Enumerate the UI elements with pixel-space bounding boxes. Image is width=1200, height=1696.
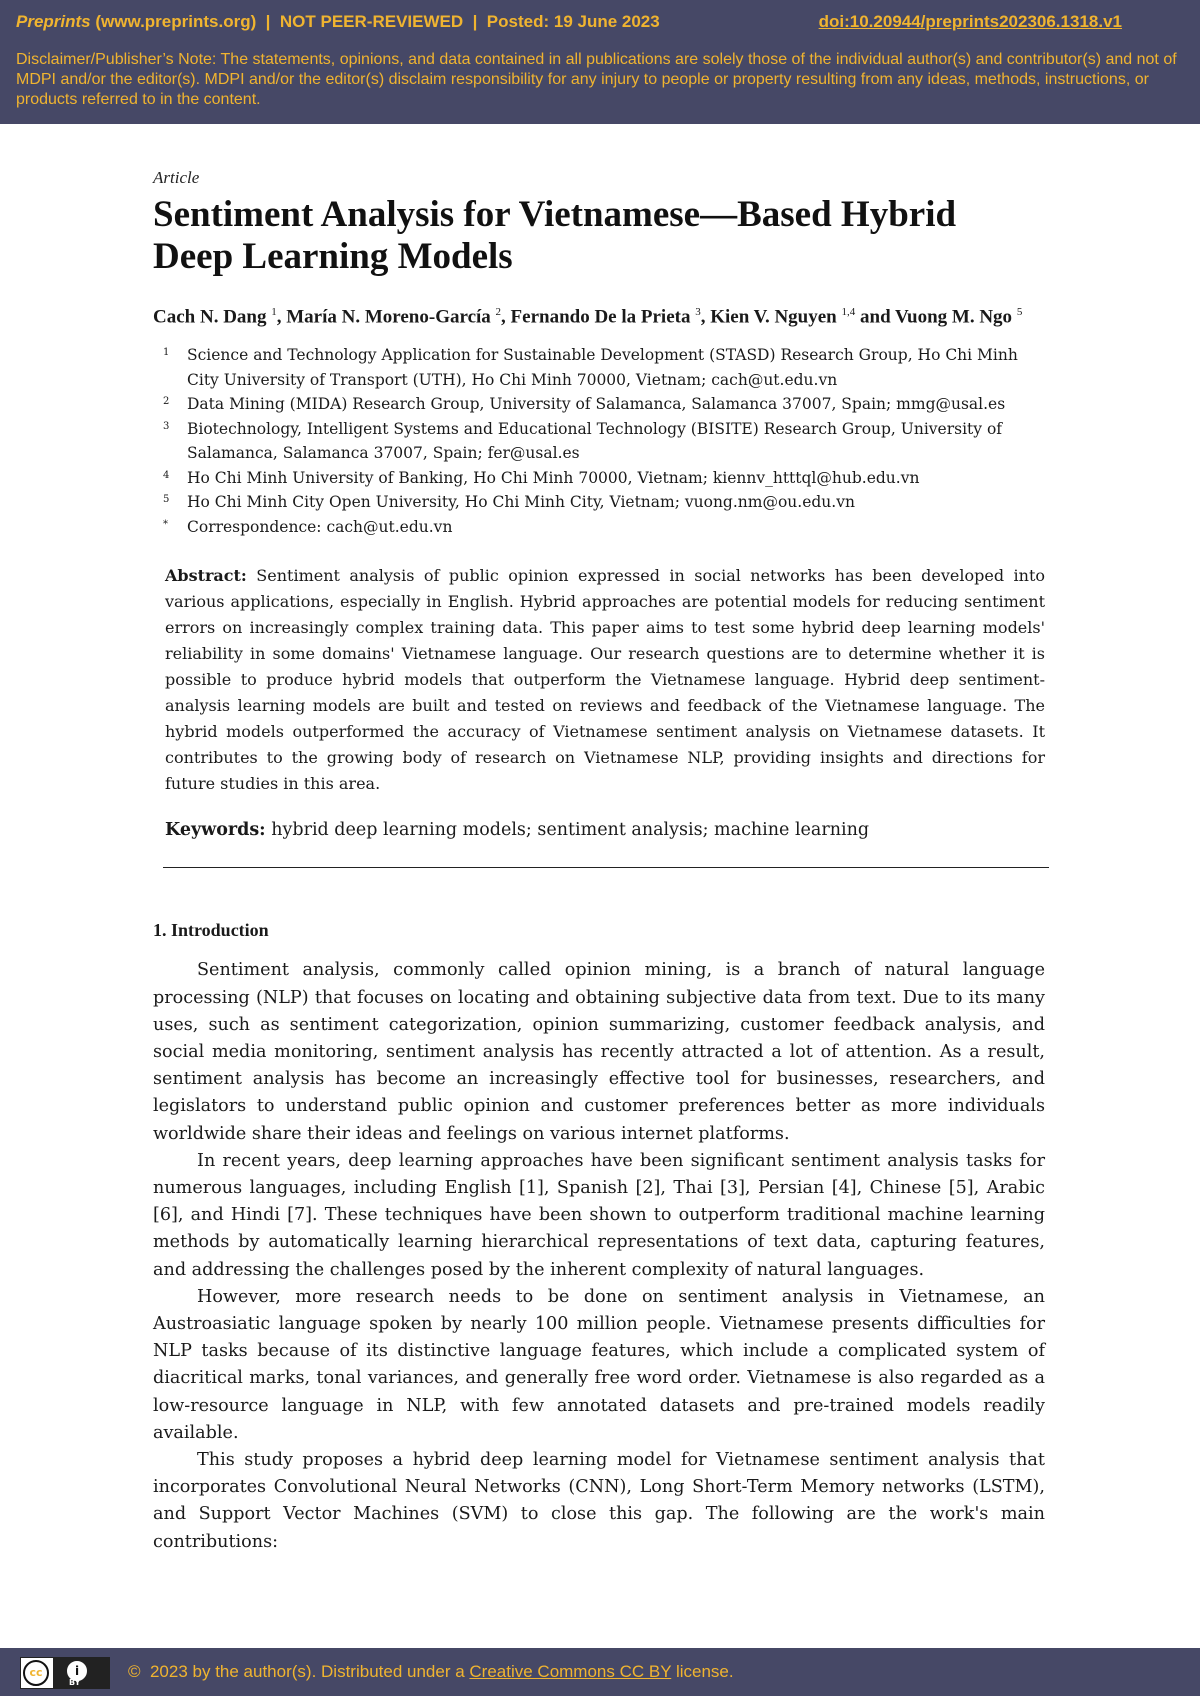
author-separator: ,	[276, 306, 287, 328]
author-name: Vuong M. Ngo	[895, 306, 1013, 328]
affiliation-item	[163, 392, 1045, 417]
abstract	[165, 563, 1045, 797]
posted-date: Posted: 19 June 2023	[486, 12, 660, 31]
affiliation-text: Ho Chi Minh University of Banking, Ho Chi Minh 70000, Vietnam; kiennv_htttql@hub.edu.vn	[187, 468, 920, 487]
creative-commons-icon: cc	[23, 1660, 49, 1686]
publisher-disclaimer: Disclaimer/Publisher’s Note: The statements, opinions, and data contained in all publications are solely those of the individual author(s) and contributor(s) and not of MDPI and/or the editor(s). MDPI and/or the editor(s) disclaim responsibility for any injury to people or property resulting from any ideas, methods, instructions, or products referred to in the content.	[16, 51, 1177, 108]
author-name: Cach N. Dang	[153, 306, 267, 328]
author-affiliation-mark: 2	[495, 306, 502, 318]
attribution-panel	[53, 1658, 109, 1688]
abstract-label: Abstract:	[165, 566, 247, 586]
affiliation-item	[163, 466, 1045, 491]
body-paragraph: This study proposes a hybrid deep learning model for Vietnamese sentiment analysis that incorporates Convolutional Neural Networks (CNN), Long Short-Term Memory networks (LSTM), and Support Vector Machines (SVM) to close this gap. The following are the work's main contributions:	[153, 1449, 1045, 1552]
author-affiliation-mark: 1,4	[841, 306, 856, 318]
author-affiliation-mark: 1	[271, 306, 277, 318]
affiliation-text: Science and Technology Application for Sustainable Development (STASD) Research Group, Ho Chi Minh City University of Transport (UTH), Ho Chi Minh 70000, Vietnam; cach@ut.edu.vn	[187, 346, 1018, 389]
doi-link[interactable]: doi:10.20944/preprints202306.1318.v1	[818, 12, 1122, 31]
section-heading: 1. Introduction	[153, 920, 269, 941]
affiliation-item	[163, 343, 1045, 392]
affiliation-text: Ho Chi Minh City Open University, Ho Chi Minh City, Vietnam; vuong.nm@ou.edu.vn	[187, 493, 855, 512]
affiliation-number: 5	[163, 494, 170, 506]
separator: |	[256, 12, 280, 31]
license-footer	[0, 1648, 1200, 1696]
author-separator: ,	[501, 306, 511, 328]
affiliation-number: 1	[163, 347, 170, 359]
author-name: Fernando De la Prieta	[510, 306, 691, 328]
license-statement	[128, 1662, 734, 1682]
body-paragraph: In recent years, deep learning approaches have been significant sentiment analysis tasks for numerous languages, including English [1], Spanish [2], Thai [3], Persian [4], Chinese [5], Arabic [6], and Hindi [7]. These techniques have been shown to outperform traditional machine learning methods by automatically learning hierarchical representations of text data, capturing features, and addressing the challenges posed by the inherent complexity of natural languages.	[153, 1150, 1045, 1280]
affiliation-text: Data Mining (MIDA) Research Group, University of Salamanca, Salamanca 37007, Spain; mmg@usal.es	[187, 395, 1006, 414]
site-url[interactable]: (www.preprints.org)	[90, 12, 257, 31]
correspondence-text: Correspondence: cach@ut.edu.vn	[187, 517, 453, 536]
author-affiliation-mark: 5	[1016, 306, 1023, 318]
affiliation-item	[163, 490, 1045, 515]
preprint-header-banner	[0, 0, 1200, 124]
correspondence-item	[163, 515, 1045, 540]
article-type: Article	[153, 168, 200, 187]
attribution-label: BY	[69, 1678, 81, 1687]
cc-by-license-icon[interactable]	[20, 1657, 110, 1689]
affiliation-item	[163, 417, 1045, 466]
brand-name: Preprints	[16, 12, 91, 31]
copyright-text: © 2023 by the author(s). Distributed under a	[128, 1662, 470, 1681]
author-name: María N. Moreno-García	[286, 306, 491, 328]
separator: |	[463, 12, 487, 31]
article-body	[153, 168, 1045, 1556]
affiliation-text: Biotechnology, Intelligent Systems and Educational Technology (BISITE) Research Group, University of Salamanca, Salamanca 37007, Spain; fer@usal.es	[187, 419, 1003, 463]
affiliation-number: 4	[163, 469, 170, 481]
body-paragraph: Sentiment analysis, commonly called opinion mining, is a branch of natural language processing (NLP) that focuses on locating and obtaining subjective data from text. Due to its many uses, such as sentiment categorization, opinion summarizing, customer feedback analysis, and social media monitoring, sentiment analysis has recently attracted a lot of attention. As a result, sentiment analysis has become an increasingly effective tool for businesses, researchers, and legislators to understand public opinion and customer preferences better as more individuals worldwide share their ideas and feelings on various internet platforms.	[153, 960, 1045, 1144]
author-separator: and	[855, 306, 896, 328]
article-title: Sentiment Analysis for Vietnamese—Based Hybrid Deep Learning Models	[153, 194, 957, 277]
affiliation-number: 3	[163, 420, 170, 432]
affiliation-number: 2	[163, 396, 170, 408]
section-divider	[163, 867, 1049, 868]
author-separator: ,	[700, 306, 711, 328]
author-list	[153, 298, 1045, 331]
keywords	[165, 817, 1045, 843]
attribution-person-icon: i	[67, 1661, 87, 1681]
review-status: NOT PEER-REVIEWED	[279, 12, 464, 31]
body-paragraph: However, more research needs to be done on sentiment analysis in Vietnamese, an Austroasiatic language spoken by nearly 100 million people. Vietnamese presents difficulties for NLP tasks because of its distinctive language features, which include a complicated system of diacritical marks, tonal variances, and generally free word order. Vietnamese is also regarded as a low-resource language in NLP, with few annotated datasets and pre-trained models readily available.	[153, 1286, 1045, 1443]
banner-top-line	[16, 12, 1122, 36]
license-link[interactable]: Creative Commons CC BY	[469, 1662, 672, 1681]
license-suffix: license.	[671, 1662, 734, 1681]
abstract-text: Sentiment analysis of public opinion expressed in social networks has been developed into various applications, especially in English. Hybrid approaches are potential models for reducing sentiment errors on increasingly complex training data. This paper aims to test some hybrid deep learning models' reliability in some domains' Vietnamese language. Our research questions are to determine whether it is possible to produce hybrid models that outperform the Vietnamese language. Hybrid deep sentiment-analysis learning models are built and tested on reviews and feedback of the Vietnamese language. The hybrid models outperformed the accuracy of Vietnamese sentiment analysis on Vietnamese datasets. It contributes to the growing body of research on Vietnamese NLP, providing insights and directions for future studies in this area.	[165, 566, 1046, 794]
keywords-label: Keywords:	[165, 820, 266, 841]
author-name: Kien V. Nguyen	[710, 306, 837, 328]
correspondence-mark: *	[163, 518, 168, 530]
affiliation-list	[163, 343, 1045, 539]
author-affiliation-mark: 3	[695, 306, 701, 318]
keywords-text: hybrid deep learning models; sentiment analysis; machine learning	[271, 820, 870, 841]
